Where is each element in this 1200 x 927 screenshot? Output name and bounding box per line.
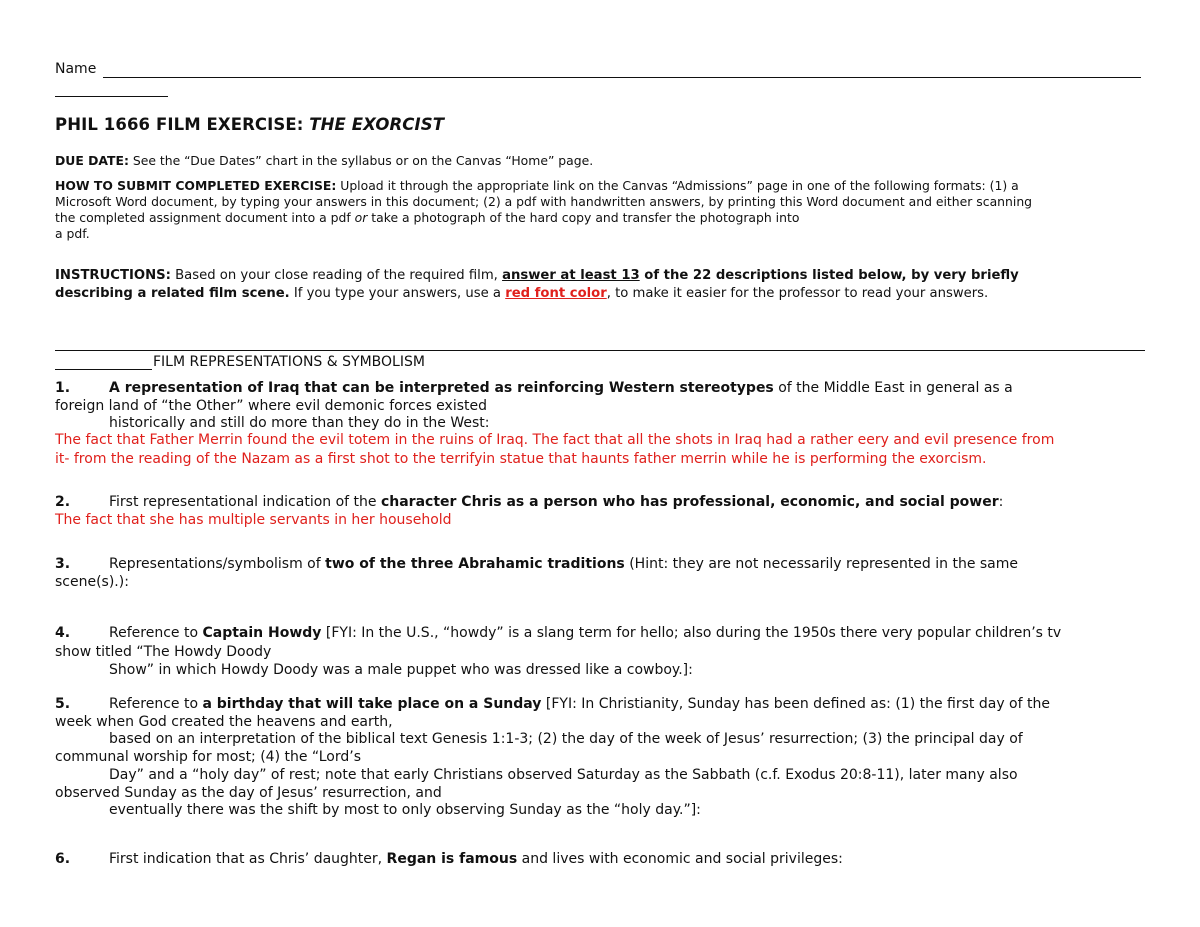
item-5-prompt <box>109 696 1050 712</box>
item-5-line-6: observed Sunday as the day of Jesus’ resurrection, and <box>55 785 442 801</box>
name-underline-continued <box>55 96 168 97</box>
item-2-post: : <box>998 494 1004 510</box>
item-1-rest: of the Middle East in general as a <box>773 380 1013 396</box>
instructions-bold-2: describing a related film scene. <box>55 286 290 301</box>
due-date-label: DUE DATE: <box>55 153 129 168</box>
submit-label: HOW TO SUBMIT COMPLETED EXERCISE: <box>55 178 337 193</box>
item-5-line-5: Day” and a “holy day” of rest; note that early Christians observed Saturday as the Sabbath (c.f. Exodus 20:8-11), later many also <box>109 767 1018 783</box>
item-4-post: [FYI: In the U.S., “howdy” is a slang term for hello; also during the 1950s there very popular children’s tv <box>321 625 1062 641</box>
item-3-prompt <box>109 556 1018 572</box>
submit-text-3b: take a photograph of the hard copy and transfer the photograph into <box>367 210 800 225</box>
item-4-prompt <box>109 625 1061 641</box>
item-1-line-3: historically and still do more than they do in the West: <box>109 415 490 431</box>
instructions-label: INSTRUCTIONS: <box>55 268 171 283</box>
instructions-text-1: Based on your close reading of the required film, <box>170 268 503 283</box>
item-3-post: (Hint: they are not necessarily represented in the same <box>624 556 1019 572</box>
item-6-pre: First indication that as Chris’ daughter, <box>109 851 387 867</box>
item-5-bold: a birthday that will take place on a Sunday <box>202 696 542 712</box>
submit-line-3 <box>55 210 799 225</box>
instructions-line-1 <box>55 268 1019 283</box>
submit-text-1: Upload it through the appropriate link on the Canvas “Admissions” page in one of the following formats: (1) a <box>336 178 1019 193</box>
item-2-bold: character Chris as a person who has professional, economic, and social power <box>380 494 999 510</box>
item-1-answer-2: it- from the reading of the Nazam as a first shot to the terrifyin statue that haunts father merrin while he is performing the exorcism. <box>55 451 987 467</box>
item-3-pre: Representations/symbolism of <box>109 556 326 572</box>
item-1-prompt <box>109 380 1013 396</box>
item-5-number: 5. <box>55 696 71 712</box>
item-2-answer: The fact that she has multiple servants in her household <box>55 512 452 528</box>
item-3-line-2: scene(s).): <box>55 574 129 590</box>
item-5-line-7: eventually there was the shift by most to only observing Sunday as the “holy day.”]: <box>109 802 701 818</box>
page-title <box>55 115 444 134</box>
instructions-line-2 <box>55 286 988 301</box>
submit-line-1 <box>55 178 1019 193</box>
name-underline <box>103 77 1141 78</box>
instructions-text-3: If you type your answers, use a <box>289 286 506 301</box>
instructions-text-2: of the 22 descriptions listed below, by very briefly <box>639 268 1019 283</box>
item-2-number: 2. <box>55 494 71 510</box>
name-label: Name <box>55 61 97 77</box>
item-5-pre: Reference to <box>109 696 203 712</box>
submit-line-4: a pdf. <box>55 226 90 241</box>
due-date-line <box>55 153 593 168</box>
item-6-bold: Regan is famous <box>386 851 518 867</box>
instructions-text-4: , to make it easier for the professor to read your answers. <box>606 286 989 301</box>
submit-text-3a: the completed assignment document into a pdf <box>55 210 355 225</box>
item-6-post: and lives with economic and social privileges: <box>517 851 843 867</box>
item-5-line-2: week when God created the heavens and earth, <box>55 714 393 730</box>
item-5-line-3: based on an interpretation of the biblical text Genesis 1:1-3; (2) the day of the week of Jesus’ resurrection; (3) the principal day of <box>109 731 1023 747</box>
item-5-line-4: communal worship for most; (4) the “Lord’s <box>55 749 362 765</box>
item-4-line-3: Show” in which Howdy Doody was a male puppet who was dressed like a cowboy.]: <box>109 662 693 678</box>
item-4-line-2: show titled “The Howdy Doody <box>55 644 272 660</box>
title-main: PHIL 1666 FILM EXERCISE: <box>55 115 310 134</box>
item-4-number: 4. <box>55 625 71 641</box>
section-heading: FILM REPRESENTATIONS & SYMBOLISM <box>153 354 425 370</box>
section-heading-underline <box>55 369 152 370</box>
instructions-emphasis: answer at least 13 <box>502 268 640 283</box>
item-3-number: 3. <box>55 556 71 572</box>
item-4-bold: Captain Howdy <box>202 625 322 641</box>
red-font-color-note: red font color <box>505 286 607 301</box>
section-rule <box>55 350 1145 351</box>
item-6-prompt <box>109 851 843 867</box>
item-4-pre: Reference to <box>109 625 203 641</box>
item-3-bold: two of the three Abrahamic traditions <box>325 556 625 572</box>
item-2-pre: First representational indication of the <box>109 494 381 510</box>
item-5-post: [FYI: In Christianity, Sunday has been defined as: (1) the first day of the <box>541 696 1050 712</box>
item-1-line-2: foreign land of “the Other” where evil demonic forces existed <box>55 398 488 414</box>
due-date-text: See the “Due Dates” chart in the syllabus or on the Canvas “Home” page. <box>128 153 594 168</box>
item-1-number: 1. <box>55 380 71 396</box>
submit-or: or <box>354 210 368 225</box>
item-2-prompt <box>109 494 1003 510</box>
item-1-bold: A representation of Iraq that can be interpreted as reinforcing Western stereotypes <box>109 380 774 396</box>
item-6-number: 6. <box>55 851 71 867</box>
item-1-answer-1: The fact that Father Merrin found the evil totem in the ruins of Iraq. The fact that all the shots in Iraq had a rather eery and evil presence from <box>55 432 1055 448</box>
submit-line-2: Microsoft Word document, by typing your answers in this document; (2) a pdf with handwritten answers, by printing this Word document and either scanning <box>55 194 1033 209</box>
title-film: THE EXORCIST <box>309 115 445 134</box>
